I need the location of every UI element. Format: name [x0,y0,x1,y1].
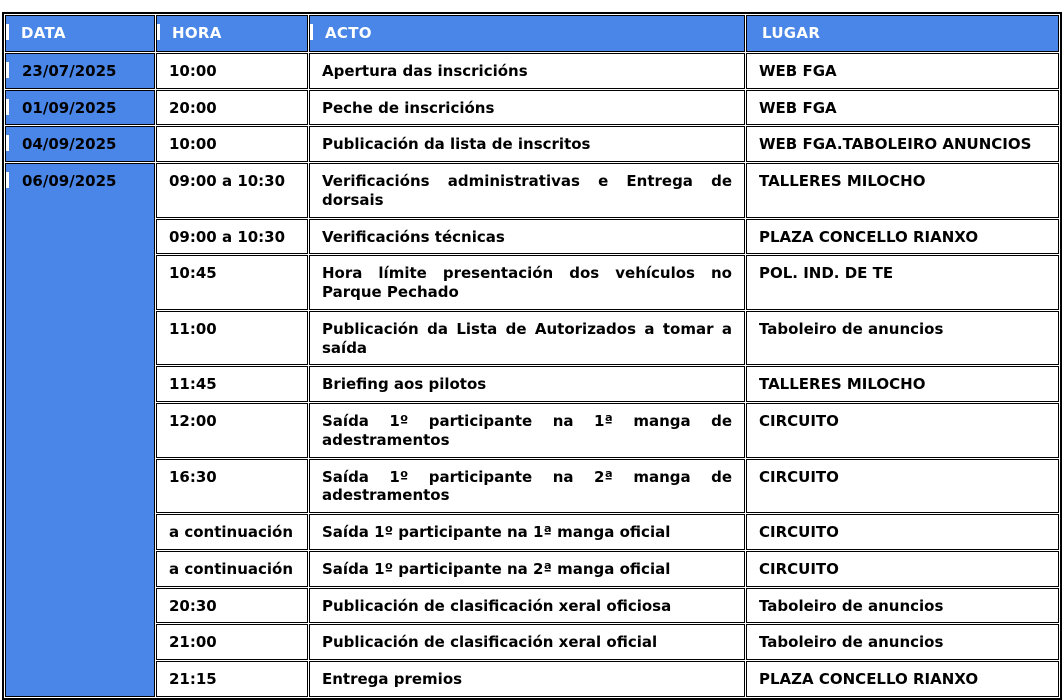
table-row [5,403,1059,458]
lugar-cell: Taboleiro de anuncios [746,311,1059,366]
column-header-data: DATA [5,15,155,52]
lugar-cell: POL. IND. DE TE [746,255,1059,310]
hora-cell: 21:15 [156,661,308,697]
table-header [5,15,1059,52]
lugar-cell: PLAZA CONCELLO RIANXO [746,219,1059,255]
table-row [5,163,1059,218]
acto-cell: Apertura das inscricións [309,53,745,89]
table-row [5,90,1059,126]
acto-cell: Entrega premios [309,661,745,697]
lugar-cell: WEB FGA.TABOLEIRO ANUNCIOS [746,126,1059,162]
table-row [5,255,1059,310]
lugar-cell: CIRCUITO [746,459,1059,514]
lugar-cell: PLAZA CONCELLO RIANXO [746,661,1059,697]
column-header-acto: ACTO [309,15,745,52]
date-cell: 01/09/2025 [5,90,155,126]
hora-cell: a continuación [156,514,308,550]
table-row [5,53,1059,89]
acto-cell: Publicación de clasificación xeral oficiosa [309,588,745,624]
table-row [5,366,1059,402]
column-header-hora: HORA [156,15,308,52]
date-cell: 04/09/2025 [5,126,155,162]
hora-cell: 10:00 [156,126,308,162]
acto-cell: Briefing aos pilotos [309,366,745,402]
lugar-cell: Taboleiro de anuncios [746,624,1059,660]
acto-cell: Verificacións técnicas [309,219,745,255]
table-row [5,551,1059,587]
acto-cell: Publicación de clasificación xeral oficial [309,624,745,660]
hora-cell: 11:00 [156,311,308,366]
acto-cell: Publicación da Lista de Autorizados a tomar a saída [309,311,745,366]
table-row [5,661,1059,697]
header-row [5,15,1059,52]
lugar-cell: WEB FGA [746,53,1059,89]
hora-cell: 09:00 a 10:30 [156,219,308,255]
table-row [5,126,1059,162]
acto-cell: Hora límite presentación dos vehículos no Parque Pechado [309,255,745,310]
schedule-table [2,12,1062,700]
lugar-cell: CIRCUITO [746,551,1059,587]
schedule-body [5,53,1059,697]
hora-cell: 09:00 a 10:30 [156,163,308,218]
hora-cell: 10:45 [156,255,308,310]
date-cell: 23/07/2025 [5,53,155,89]
hora-cell: 16:30 [156,459,308,514]
hora-cell: 20:30 [156,588,308,624]
acto-cell: Saída 1º participante na 2ª manga de adestramentos [309,459,745,514]
acto-cell: Saída 1º participante na 1ª manga de adestramentos [309,403,745,458]
date-cell: 06/09/2025 [5,163,155,697]
lugar-cell: WEB FGA [746,90,1059,126]
table-row [5,624,1059,660]
hora-cell: 20:00 [156,90,308,126]
column-header-lugar: LUGAR [746,15,1059,52]
acto-cell: Verificacións administrativas e Entrega de dorsais [309,163,745,218]
hora-cell: a continuación [156,551,308,587]
acto-cell: Peche de inscricións [309,90,745,126]
table-row [5,514,1059,550]
table-row [5,459,1059,514]
lugar-cell: CIRCUITO [746,403,1059,458]
table-row [5,219,1059,255]
acto-cell: Saída 1º participante na 2ª manga oficial [309,551,745,587]
acto-cell: Publicación da lista de inscritos [309,126,745,162]
lugar-cell: TALLERES MILOCHO [746,163,1059,218]
lugar-cell: TALLERES MILOCHO [746,366,1059,402]
acto-cell: Saída 1º participante na 1ª manga oficial [309,514,745,550]
table-row [5,588,1059,624]
hora-cell: 21:00 [156,624,308,660]
table-row [5,311,1059,366]
hora-cell: 12:00 [156,403,308,458]
hora-cell: 11:45 [156,366,308,402]
lugar-cell: Taboleiro de anuncios [746,588,1059,624]
lugar-cell: CIRCUITO [746,514,1059,550]
hora-cell: 10:00 [156,53,308,89]
